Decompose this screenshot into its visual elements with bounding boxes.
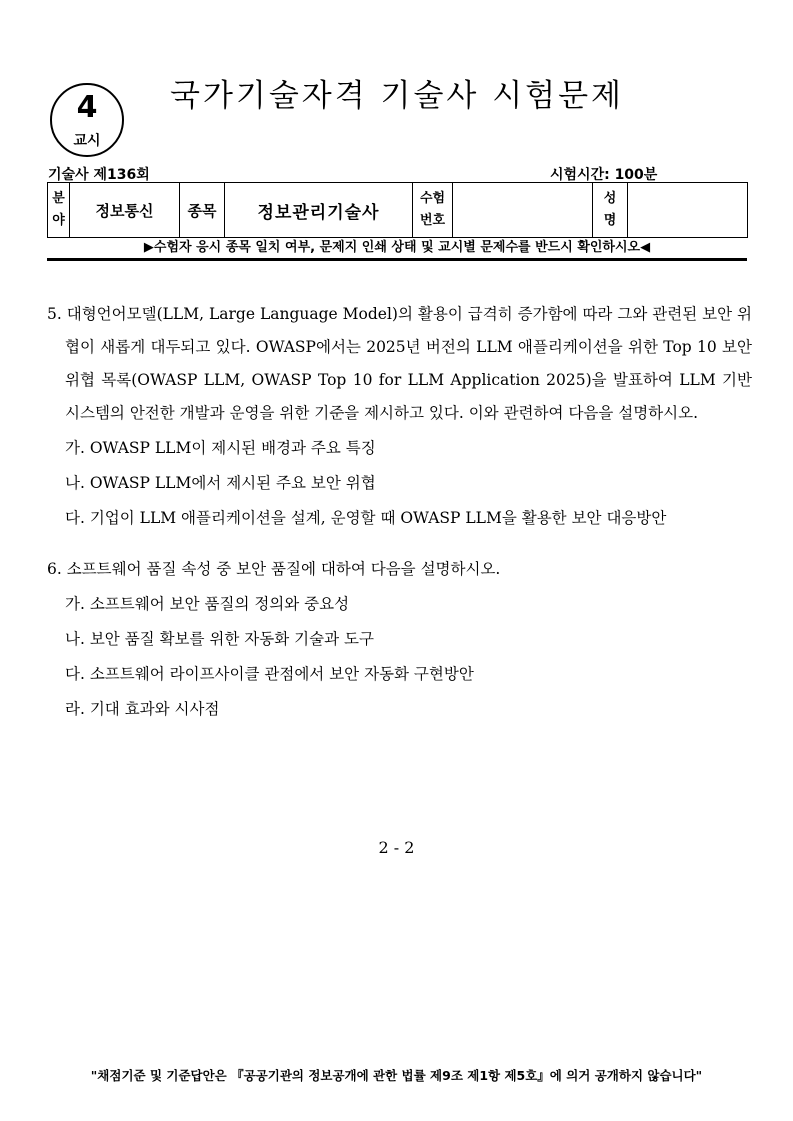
name-label-line-1: 성 bbox=[603, 191, 617, 206]
period-label: 교시 bbox=[73, 133, 101, 149]
exam-info-table bbox=[47, 182, 748, 238]
exam-round: 기술사 제136회 bbox=[48, 167, 150, 183]
sub-question: 다. 기업이 LLM 애플리케이션을 설계, 운영할 때 OWASP LLM을 활용한 보안 대응방안 bbox=[65, 509, 667, 527]
page-number: 2 - 2 bbox=[378, 838, 415, 857]
exam-number-label-line-2: 번호 bbox=[419, 213, 446, 228]
sub-question: 나. 보안 품질 확보를 위한 자동화 기술과 도구 bbox=[65, 630, 374, 648]
question-item bbox=[47, 553, 752, 726]
category-value: 정보관리기술사 bbox=[225, 183, 413, 238]
exam-time: 시험시간: 100분 bbox=[550, 167, 658, 183]
exam-number-field[interactable] bbox=[453, 183, 593, 238]
field-label-line-1: 분 bbox=[52, 191, 65, 206]
field-value: 정보통신 bbox=[70, 183, 180, 238]
footer-disclosure-note: "채점기준 및 기준답안은 『공공기관의 정보공개에 관한 법률 제9조 제1항 제5호』에 의거 공개하지 않습니다" bbox=[90, 1068, 703, 1083]
name-label-line-2: 명 bbox=[603, 213, 617, 228]
field-label bbox=[48, 183, 70, 238]
sub-question: 가. 소프트웨어 보안 품질의 정의와 중요성 bbox=[65, 595, 350, 613]
exam-number-label-line-1: 수험 bbox=[419, 191, 446, 206]
sub-question: 나. OWASP LLM에서 제시된 주요 보안 위협 bbox=[65, 474, 376, 492]
question-text: 5. 대형언어모델(LLM, Large Language Model)의 활용이 급격히 증가함에 따라 그와 관련된 보안 위협이 새롭게 대두되고 있다. OWASP에서는 2025년 버전의 LLM 애플리케이션을 위한 Top 10 보안 위협 목록(OWASP LLM, OWASP Top 10 for LLM Application 2025)을 발표하여 LLM 기반 시스템의 안전한 개발과 운영을 위한 기준을 제시하고 있다. 이와 관련하여 다음을 설명하시오. bbox=[47, 305, 752, 422]
sub-question: 가. OWASP LLM이 제시된 배경과 주요 특징 bbox=[65, 439, 376, 457]
category-label: 종목 bbox=[180, 183, 225, 238]
page-title: 국가기술자격 기술사 시험문제 bbox=[170, 78, 625, 114]
field-label-line-2: 야 bbox=[52, 213, 65, 228]
question-text: 6. 소프트웨어 품질 속성 중 보안 품질에 대하여 다음을 설명하시오. bbox=[47, 560, 501, 578]
name-field[interactable] bbox=[628, 183, 748, 238]
period-badge bbox=[50, 83, 124, 157]
exam-number-label bbox=[413, 183, 453, 238]
sub-question: 다. 소프트웨어 라이프사이클 관점에서 보안 자동화 구현방안 bbox=[65, 665, 474, 683]
period-number: 4 bbox=[76, 90, 98, 125]
question-list bbox=[47, 298, 752, 726]
header-divider bbox=[47, 258, 747, 261]
name-label bbox=[593, 183, 628, 238]
sub-question: 라. 기대 효과와 시사점 bbox=[65, 700, 220, 718]
question-spacer bbox=[47, 535, 752, 553]
question-item bbox=[47, 298, 752, 535]
check-notice: ▶수험자 응시 종목 일치 여부, 문제지 인쇄 상태 및 교시별 문제수를 반드시 확인하시오◀ bbox=[143, 240, 651, 255]
